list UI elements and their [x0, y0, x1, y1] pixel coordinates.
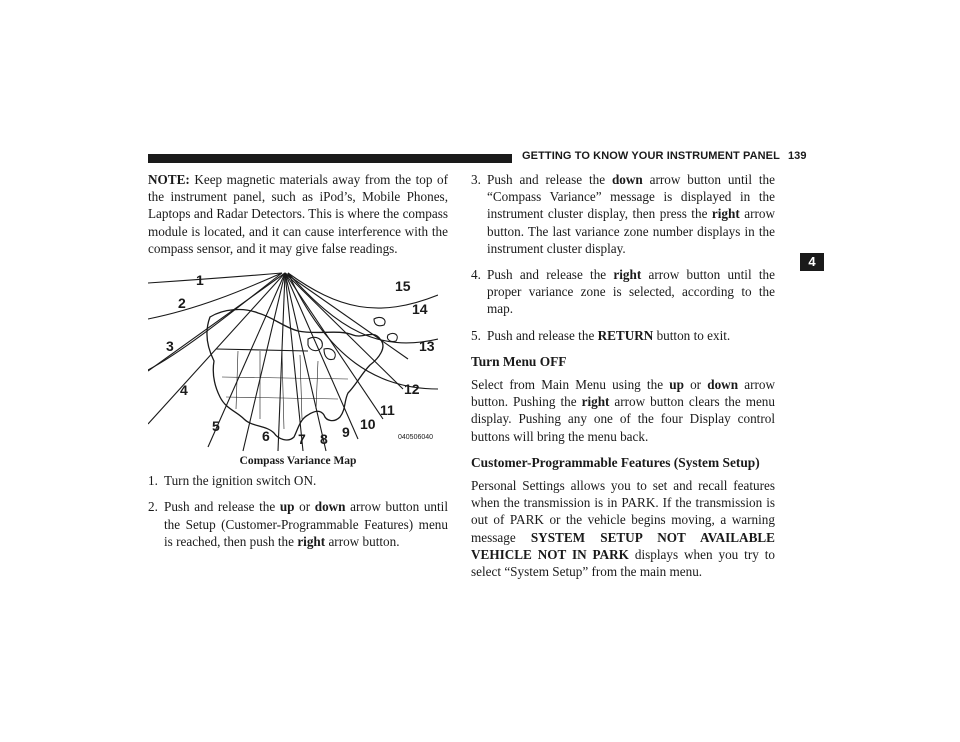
header-bar [148, 154, 512, 163]
zone-ray [285, 273, 383, 419]
note-text: Keep magnetic materials away from the top of the instrument panel, such as iPod’s, Mobile Phones, Laptops and Radar Detectors. This is where the compass module is located, and it can cause interference with the compass sensor, and it may give false readings. [148, 172, 448, 256]
map-illustration [148, 269, 438, 459]
island-shape [374, 317, 385, 325]
system-setup-paragraph: Personal Settings allows you to set and recall features when the transmission is in PARK. If the transmission is out of PARK or the vehicle begins moving, a warning message SYSTEM SETUP NOT AVAILABLE VEHICLE NOT IN PARK displays when you try to select “System Setup” from the main menu. [471, 478, 776, 580]
zone-label: 5 [212, 418, 220, 435]
step-item: 5. Push and release the RETURN button to exit. [471, 327, 731, 343]
left-column [148, 171, 448, 550]
right-steps [471, 171, 775, 344]
section-heading: Customer-Programmable Features (System Setup) [471, 454, 760, 470]
zone-arc [148, 273, 282, 319]
zone-ray [148, 273, 285, 371]
step-item: 1. Turn the ignition switch ON. [148, 473, 317, 489]
turn-menu-off-paragraph: Select from Main Menu using the up or down arrow button. Pushing the right arrow button clears the menu display. Pushing any one of the four Display control buttons will bring the menu back. [471, 377, 775, 444]
zone-label: 12 [404, 381, 420, 398]
compass-variance-map [148, 269, 438, 459]
step-item: 2. Push and release the up or down arrow button until the Setup (Customer-Programmable Features) menu is reached, then push the right arrow button. [148, 499, 448, 549]
section-title: GETTING TO KNOW YOUR INSTRUMENT PANEL [522, 150, 780, 162]
border-line [216, 349, 308, 351]
island-shape [387, 333, 397, 341]
zone-label: 2 [178, 295, 186, 312]
figure-code: 040506040 [398, 434, 434, 442]
note-label: NOTE: [148, 172, 190, 187]
step-item: 4. Push and release the right arrow button until the proper variance zone is selected, according to the map. [471, 267, 775, 317]
zone-label: 8 [320, 431, 328, 448]
zone-label: 15 [395, 278, 411, 295]
zone-label: 10 [360, 416, 376, 433]
zone-ray [285, 273, 403, 389]
zone-label: 6 [262, 428, 270, 445]
zone-label: 11 [380, 402, 395, 419]
section-heading: Turn Menu OFF [471, 353, 567, 369]
zone-label: 3 [166, 338, 174, 355]
zone-label: 1 [196, 272, 204, 289]
running-header [522, 150, 807, 162]
zone-label: 13 [419, 338, 435, 355]
figure-caption: Compass Variance Map [239, 455, 357, 468]
lake-shape [324, 349, 335, 360]
step-item: 3. Push and release the down arrow button until the “Compass Variance” message is displayed in the instrument cluster display, then press the right arrow button. The last variance zone number displays in the instrument cluster display. [471, 172, 776, 256]
chapter-tab: 4 [800, 253, 824, 271]
zone-label: 9 [342, 424, 350, 441]
right-column [471, 171, 775, 580]
zone-label: 14 [412, 301, 428, 318]
page-number: 139 [787, 150, 807, 162]
zone-label: 7 [298, 431, 306, 448]
zone-label: 4 [180, 382, 188, 399]
zone-arc [148, 273, 282, 370]
zone-ray [285, 273, 326, 451]
note-paragraph [148, 171, 448, 257]
state-lines [222, 351, 348, 429]
left-steps [148, 472, 448, 550]
lake-shape [308, 337, 322, 350]
